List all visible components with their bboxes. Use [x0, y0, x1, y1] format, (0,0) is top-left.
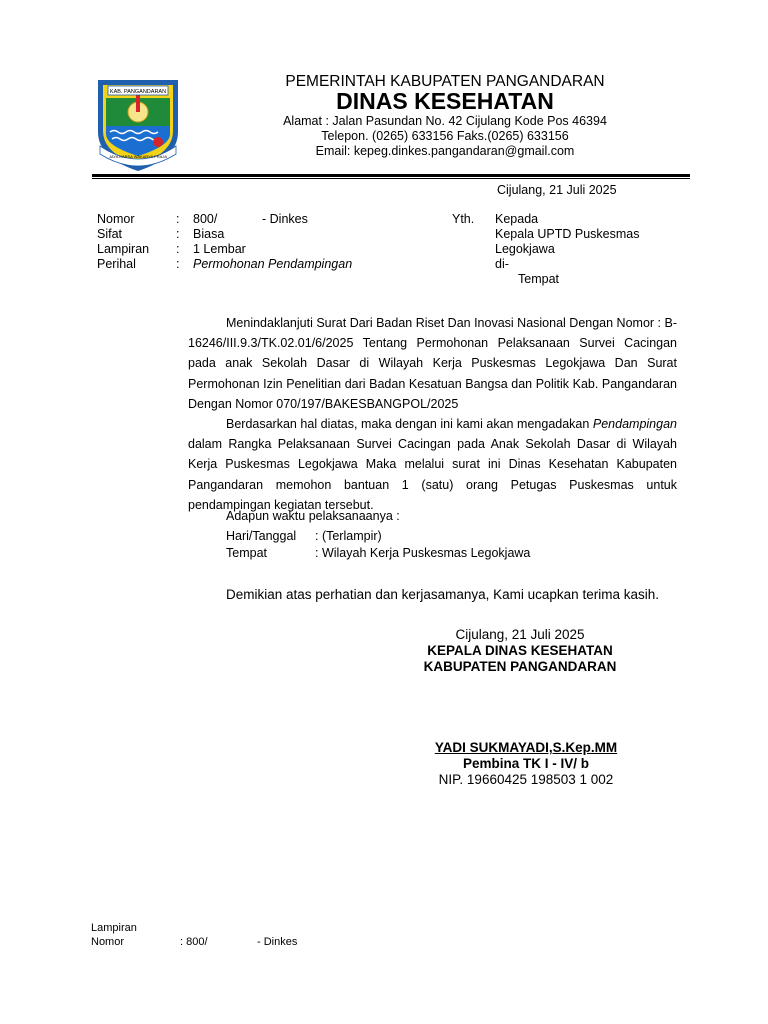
footer-lampiran: Lampiran — [91, 922, 137, 934]
meta-sep: : — [176, 227, 180, 241]
header-government: PEMERINTAH KABUPATEN PANGANDARAN — [285, 73, 605, 90]
body-paragraph-2-emphasis: Pendampingan — [592, 417, 677, 431]
meta-sep: : — [176, 242, 180, 256]
body-paragraph-2-lead: Berdasarkan hal diatas, maka dengan ini kami akan mengadakan — [226, 417, 590, 431]
schedule-label-date: Hari/Tanggal — [226, 529, 297, 543]
signature-date: Cijulang, 21 Juli 2025 — [455, 627, 585, 642]
signature-title-2: KABUPATEN PANGANDARAN — [423, 659, 617, 674]
closing-paragraph — [188, 584, 677, 605]
signature-title-1: KEPALA DINAS KESEHATAN — [427, 643, 613, 658]
footer-nomor-value: : 800/ — [180, 936, 208, 948]
meta-label-perihal: Perihal — [97, 257, 136, 271]
meta-value-sifat: Biasa — [193, 227, 225, 241]
body-paragraph-1-text: Menindaklanjuti Surat Dari Badan Riset Dan Inovasi Nasional Dengan Nomor : B-16246/III.9.3/TK.02.01/6/2025 Tentang Permohonan Pelaksanaan Survei Cacingan pada anak Sekolah Dasar di Wilayah Kerja Puskesmas Legokjawa Dan Surat Permohonan Izin Penelitian dari Badan Kesatuan Bangsa dan Politik Kab. Pangandaran Dengan Nomor 070/197/BAKESBANGPOL/2025 — [188, 316, 677, 411]
meta-label-sifat: Sifat — [97, 227, 123, 241]
footer-nomor-label: Nomor — [91, 936, 125, 948]
header-address: Alamat : Jalan Pasundan No. 42 Cijulang Kode Pos 46394 — [283, 114, 607, 128]
coat-of-arms-icon — [92, 74, 184, 174]
meta-extra-nomor: - Dinkes — [262, 212, 308, 226]
signature-nip: NIP. 19660425 198503 1 002 — [438, 772, 614, 787]
recipient-yth: Yth. — [452, 212, 475, 226]
logo-ribbon-top-text: KAB. PANGANDARAN — [109, 89, 167, 95]
logo-ribbon-bottom-text: JAYA KARSA WAKARYA PRAJA — [108, 154, 168, 159]
recipient-line: Kepada — [495, 212, 539, 226]
header-agency: DINAS KESEHATAN — [336, 88, 554, 114]
signature-name: YADI SUKMAYADI,S.Kep.MM — [434, 740, 618, 755]
header-email: Email: kepeg.dinkes.pangandaran@gmail.com — [315, 144, 575, 158]
body-paragraph-2-rest: dalam Rangka Pelaksanaan Survei Cacingan pada Anak Sekolah Dasar di Wilayah Kerja Puskesmas Legokjawa Maka melalui surat ini Dinas Kesehatan Kabupaten Pangandaran memohon bantuan 1 (satu) orang Petugas Puskesmas untuk pendampingan kegiatan tersebut. — [188, 437, 677, 512]
signature-rank: Pembina TK I - IV/ b — [462, 756, 589, 771]
meta-sep: : — [176, 212, 180, 226]
meta-label-lampiran: Lampiran — [97, 242, 150, 256]
schedule-label-place: Tempat — [226, 546, 267, 560]
footer-nomor-extra: - Dinkes — [257, 936, 298, 948]
meta-value-perihal: Permohonan Pendampingan — [193, 257, 353, 271]
header-divider-thick — [92, 174, 690, 177]
body-paragraph-1 — [188, 313, 677, 414]
schedule-value-place: : Wilayah Kerja Puskesmas Legokjawa — [315, 546, 531, 560]
meta-sep: : — [176, 257, 180, 271]
recipient-line: Legokjawa — [495, 242, 555, 256]
recipient-line: di- — [495, 257, 509, 271]
schedule-intro: Adapun waktu pelaksanaanya : — [226, 509, 400, 523]
meta-value-nomor: 800/ — [193, 212, 218, 226]
recipient-line: Kepala UPTD Puskesmas — [495, 227, 640, 241]
recipient-line: Tempat — [518, 272, 559, 286]
letter-date: Cijulang, 21 Juli 2025 — [497, 183, 617, 197]
header-divider-thin — [92, 178, 690, 179]
meta-value-lampiran: 1 Lembar — [193, 242, 246, 256]
body-paragraph-2 — [188, 414, 677, 515]
schedule-value-date: : (Terlampir) — [315, 529, 382, 543]
header-phone: Telepon. (0265) 633156 Faks.(0265) 633156 — [321, 129, 569, 143]
closing-text: Demikian atas perhatian dan kerjasamanya, Kami ucapkan terima kasih. — [226, 587, 659, 602]
meta-label-nomor: Nomor — [97, 212, 135, 226]
